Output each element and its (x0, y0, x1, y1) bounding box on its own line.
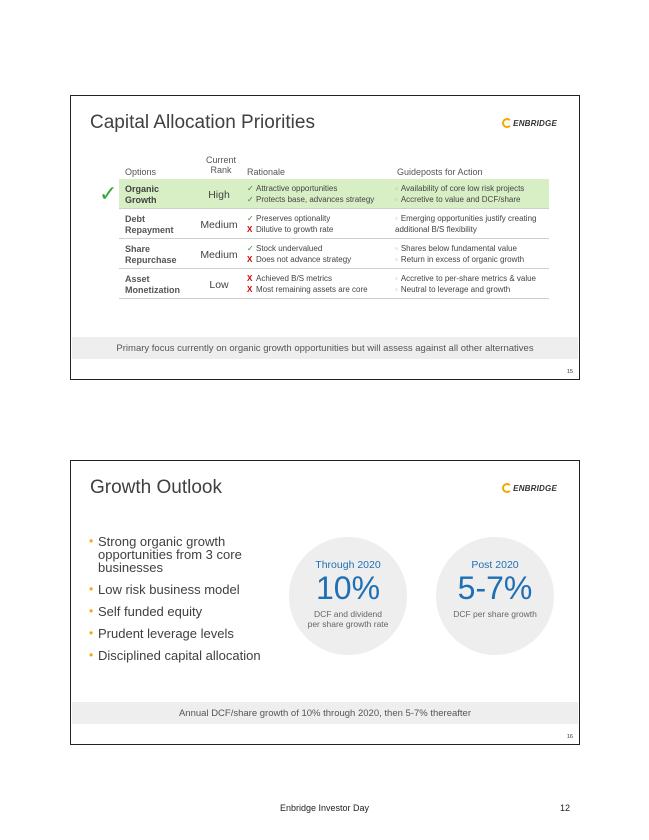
slide-growth-outlook (70, 460, 580, 745)
header-rank: Current Rank (205, 155, 236, 175)
list-item: • Strong organic growth opportunities from 3 core businesses (91, 535, 291, 574)
list-item: • Self funded equity (91, 605, 291, 618)
slide-footer-bar: Primary focus currently on organic growth opportunities but will assess against all other alternatives (72, 337, 578, 359)
growth-circle-through-2020 (289, 537, 407, 655)
list-item: • Low risk business model (91, 583, 291, 596)
logo-swoosh-icon (502, 118, 512, 128)
page-number: 12 (559, 803, 570, 813)
option-rank: Medium (200, 219, 238, 231)
option-guideposts: ◦ Emerging opportunities justify creating additional B/S flexibility (395, 214, 537, 234)
header-rationale: Rationale (247, 167, 286, 177)
x-icon: X (247, 274, 253, 283)
list-item: • Disciplined capital allocation (91, 649, 291, 662)
table-row (99, 179, 549, 209)
x-icon: X (247, 285, 253, 294)
table-row (119, 239, 549, 269)
circle-value: 5-7% (457, 570, 533, 606)
table-row (119, 209, 549, 239)
list-item: • Prudent leverage levels (91, 627, 291, 640)
priorities-table (99, 153, 549, 299)
x-icon: X (247, 225, 253, 234)
option-name: Share Repurchase (125, 244, 177, 265)
bullet-list (91, 535, 291, 671)
table-row (119, 269, 549, 299)
check-icon: ✓ (99, 181, 118, 206)
option-rank: High (208, 189, 230, 201)
slide-number: 16 (566, 734, 573, 740)
check-icon: ✓ (247, 195, 254, 204)
option-rationale: ✓ Preserves optionality X Dilutive to growth rate (247, 214, 334, 234)
option-rationale: X Achieved B/S metrics X Most remaining assets are core (247, 274, 368, 294)
option-guideposts: ◦ Shares below fundamental value ◦ Return in excess of organic growth (395, 244, 525, 264)
growth-circle-post-2020 (436, 537, 554, 655)
slide-title: Capital Allocation Priorities (90, 112, 315, 133)
circle-title: Through 2020 (315, 559, 381, 571)
x-icon: X (247, 255, 253, 264)
check-icon: ✓ (247, 244, 254, 253)
enbridge-logo: ENBRIDGE (502, 483, 557, 493)
option-guideposts: ◦ Availability of core low risk projects ◦ Accretive to value and DCF/share (395, 184, 525, 204)
option-rank: Medium (200, 249, 238, 261)
slide-capital-allocation (70, 95, 580, 380)
circle-value: 10% (315, 570, 381, 606)
logo-swoosh-icon (502, 483, 512, 493)
check-icon: ✓ (247, 184, 254, 193)
option-name: Debt Repayment (125, 214, 174, 235)
enbridge-logo: ENBRIDGE (502, 118, 557, 128)
option-rationale: ✓ Attractive opportunities ✓ Protects base, advances strategy (247, 184, 375, 204)
option-name: Organic Growth (125, 184, 160, 205)
option-rank: Low (209, 279, 229, 291)
page-footer-title: Enbridge Investor Day (279, 803, 370, 813)
option-name: Asset Monetization (125, 274, 180, 295)
header-options: Options (125, 167, 157, 177)
slide-footer-bar: Annual DCF/share growth of 10% through 2020, then 5-7% thereafter (72, 702, 578, 724)
table-header (119, 153, 549, 179)
option-guideposts: ◦ Accretive to per-share metrics & value ◦ Neutral to leverage and growth (395, 274, 537, 294)
check-icon: ✓ (247, 214, 254, 223)
slide-number: 15 (566, 369, 573, 375)
slide-title: Growth Outlook (90, 477, 222, 498)
circle-subtitle: DCF per share growth (453, 609, 537, 619)
circle-title: Post 2020 (471, 559, 519, 571)
option-rationale: ✓ Stock undervalued X Does not advance strategy (247, 244, 352, 264)
header-guideposts: Guideposts for Action (397, 167, 483, 177)
circle-subtitle: DCF and dividend per share growth rate (307, 609, 389, 629)
